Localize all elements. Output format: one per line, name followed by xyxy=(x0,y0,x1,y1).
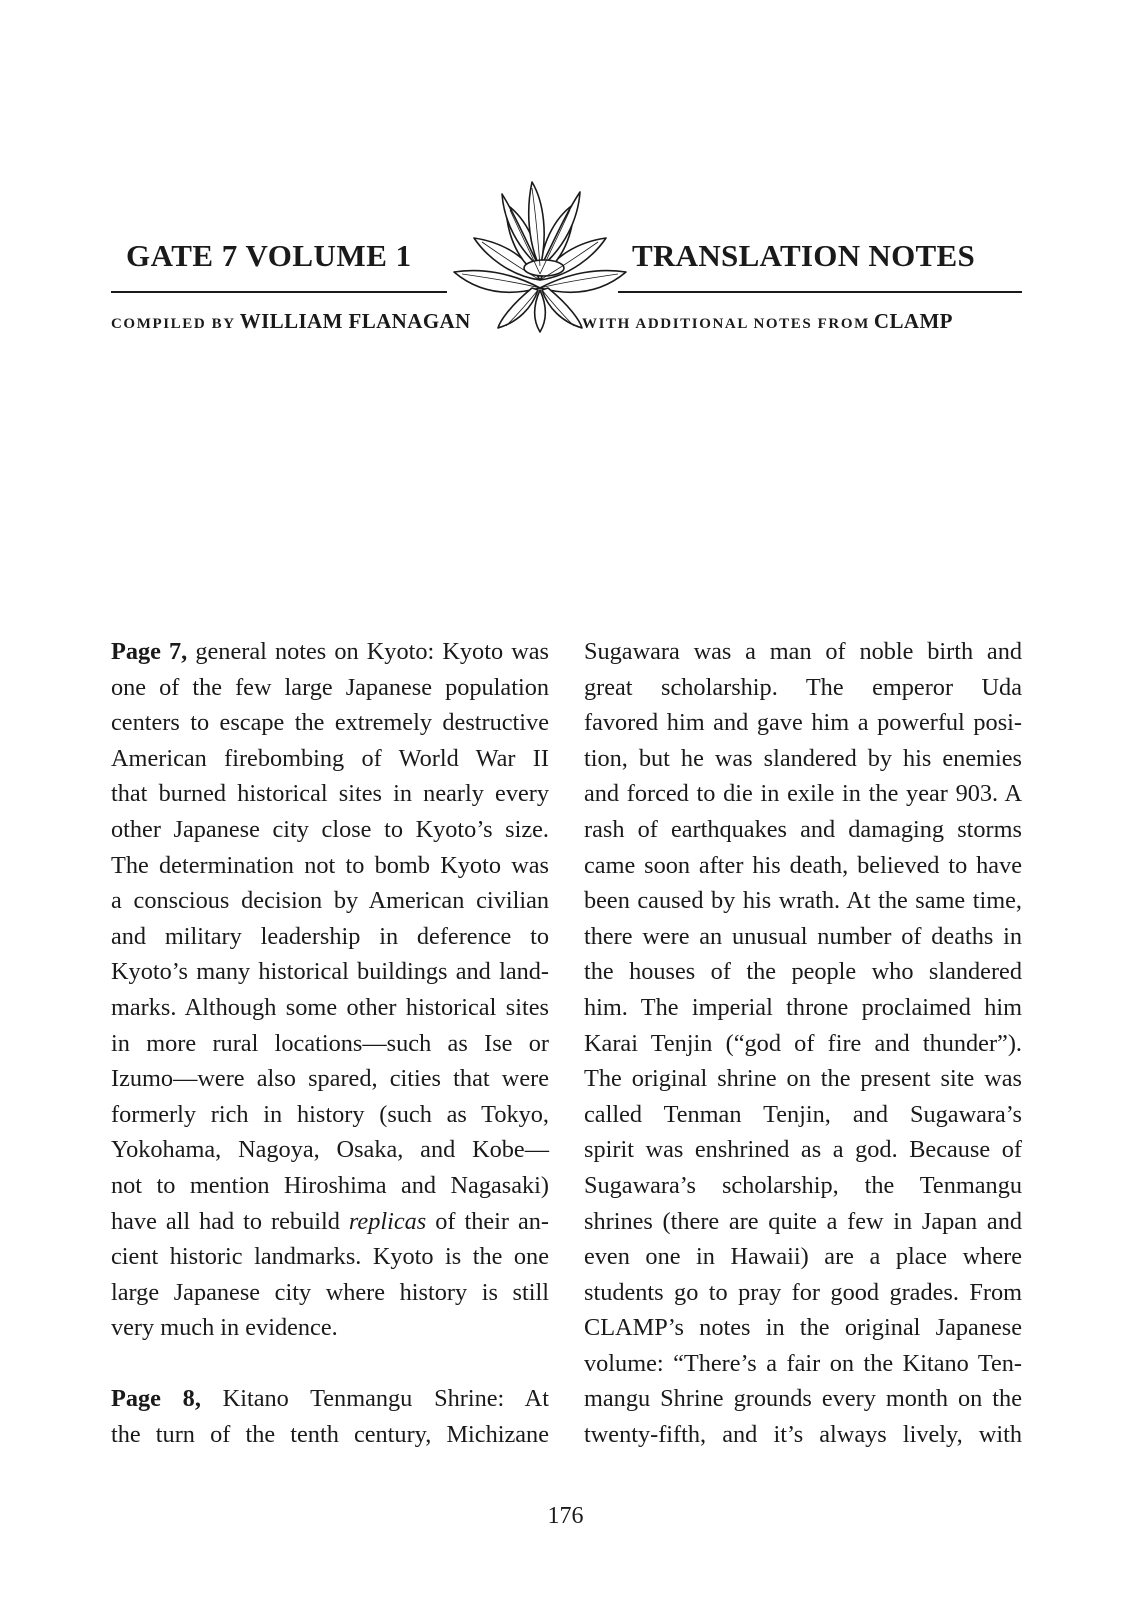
text-line: mangu Shrine grounds every month on the xyxy=(584,1385,1022,1413)
text-line: been caused by his wrath. At the same time, xyxy=(584,887,1022,915)
compiled-by-credit xyxy=(111,309,471,334)
text-line: rash of earthquakes and damaging storms xyxy=(584,815,1022,843)
text-line: that burned historical sites in nearly every xyxy=(111,780,549,808)
text-line: came soon after his death, believed to have xyxy=(584,851,1022,879)
paragraph-gap xyxy=(111,1346,549,1382)
left-column xyxy=(111,634,549,1453)
text-line: spirit was enshrined as a god. Because of xyxy=(584,1136,1022,1164)
text-line: twenty-fifth, and it’s always lively, with xyxy=(584,1421,1022,1449)
compiler-name: WILLIAM FLANAGAN xyxy=(239,309,471,333)
header-rule-right xyxy=(618,291,1022,293)
page-number: 176 xyxy=(547,1503,584,1529)
text-line: one of the few large Japanese population xyxy=(111,673,549,701)
text-line: great scholarship. The emperor Uda xyxy=(584,673,1022,701)
text-line: centers to escape the extremely destructive xyxy=(111,709,549,737)
text-line: not to mention Hiroshima and Nagasaki) xyxy=(111,1171,549,1199)
text-line: in more rural locations—such as Ise or xyxy=(111,1029,549,1057)
text-line: Page 7, general notes on Kyoto: Kyoto was xyxy=(111,638,549,665)
text-line: formerly rich in history (such as Tokyo, xyxy=(111,1100,549,1128)
text-line: the houses of the people who slandered xyxy=(584,958,1022,986)
text-line: marks. Although some other historical sites xyxy=(111,993,549,1021)
text-line: and military leadership in deference to xyxy=(111,922,549,950)
text-line: other Japanese city close to Kyoto’s size. xyxy=(111,815,549,843)
text-line: The determination not to bomb Kyoto was xyxy=(111,851,549,879)
text-line: The original shrine on the present site was xyxy=(584,1065,1022,1093)
text-line: CLAMP’s notes in the original Japanese xyxy=(584,1314,1022,1342)
header-rule-left xyxy=(111,291,447,293)
text-line: Karai Tenjin (“god of fire and thunder”). xyxy=(584,1029,1022,1057)
emphasis-text: replicas xyxy=(348,1207,427,1235)
text-line: American firebombing of World War II xyxy=(111,744,549,772)
text-line: called Tenman Tenjin, and Sugawara’s xyxy=(584,1100,1022,1128)
text-line: Yokohama, Nagoya, Osaka, and Kobe— xyxy=(111,1136,549,1164)
section-title: TRANSLATION NOTES xyxy=(632,238,976,273)
volume-title: GATE 7 VOLUME 1 xyxy=(126,238,412,273)
text-line: volume: “There’s a fair on the Kitano Ten- xyxy=(584,1349,1022,1377)
text-line: there were an unusual number of deaths in xyxy=(584,922,1022,950)
text-line: tion, but he was slandered by his enemies xyxy=(584,744,1022,772)
text-line: even one in Hawaii) are a place where xyxy=(584,1243,1022,1271)
text-line: him. The imperial throne proclaimed him xyxy=(584,993,1022,1021)
note-page-reference: Page 7, xyxy=(111,638,188,665)
text-line: students go to pray for good grades. From xyxy=(584,1278,1022,1306)
text-line: Kyoto’s many historical buildings and land- xyxy=(111,958,549,986)
text-line: favored him and gave him a powerful posi- xyxy=(584,709,1022,737)
right-column xyxy=(584,634,1022,1453)
compiled-by-label: COMPILED BY xyxy=(111,316,236,332)
text-line: Izumo—were also spared, cities that were xyxy=(111,1065,549,1093)
text-line: Page 8, Kitano Tenmangu Shrine: At xyxy=(111,1385,549,1413)
text-line: have all had to rebuild replicas of their an- xyxy=(111,1207,550,1235)
note-page-reference: Page 8, xyxy=(111,1385,201,1413)
additional-notes-source: CLAMP xyxy=(873,309,953,333)
text-line: a conscious decision by American civilian xyxy=(111,887,549,915)
lotus-icon xyxy=(440,176,640,336)
text-line: Sugawara was a man of noble birth and xyxy=(584,638,1022,665)
text-line: shrines (there are quite a few in Japan and xyxy=(584,1207,1022,1235)
text-line: very much in evidence. xyxy=(111,1314,338,1342)
text-line: the turn of the tenth century, Michizane xyxy=(111,1421,549,1449)
text-line: and forced to die in exile in the year 903. A xyxy=(584,780,1022,808)
text-line: cient historic landmarks. Kyoto is the one xyxy=(111,1243,549,1271)
additional-notes-label: WITH ADDITIONAL NOTES FROM xyxy=(582,316,870,332)
text-line: large Japanese city where history is still xyxy=(111,1278,549,1306)
text-line: Sugawara’s scholarship, the Tenmangu xyxy=(584,1171,1022,1199)
